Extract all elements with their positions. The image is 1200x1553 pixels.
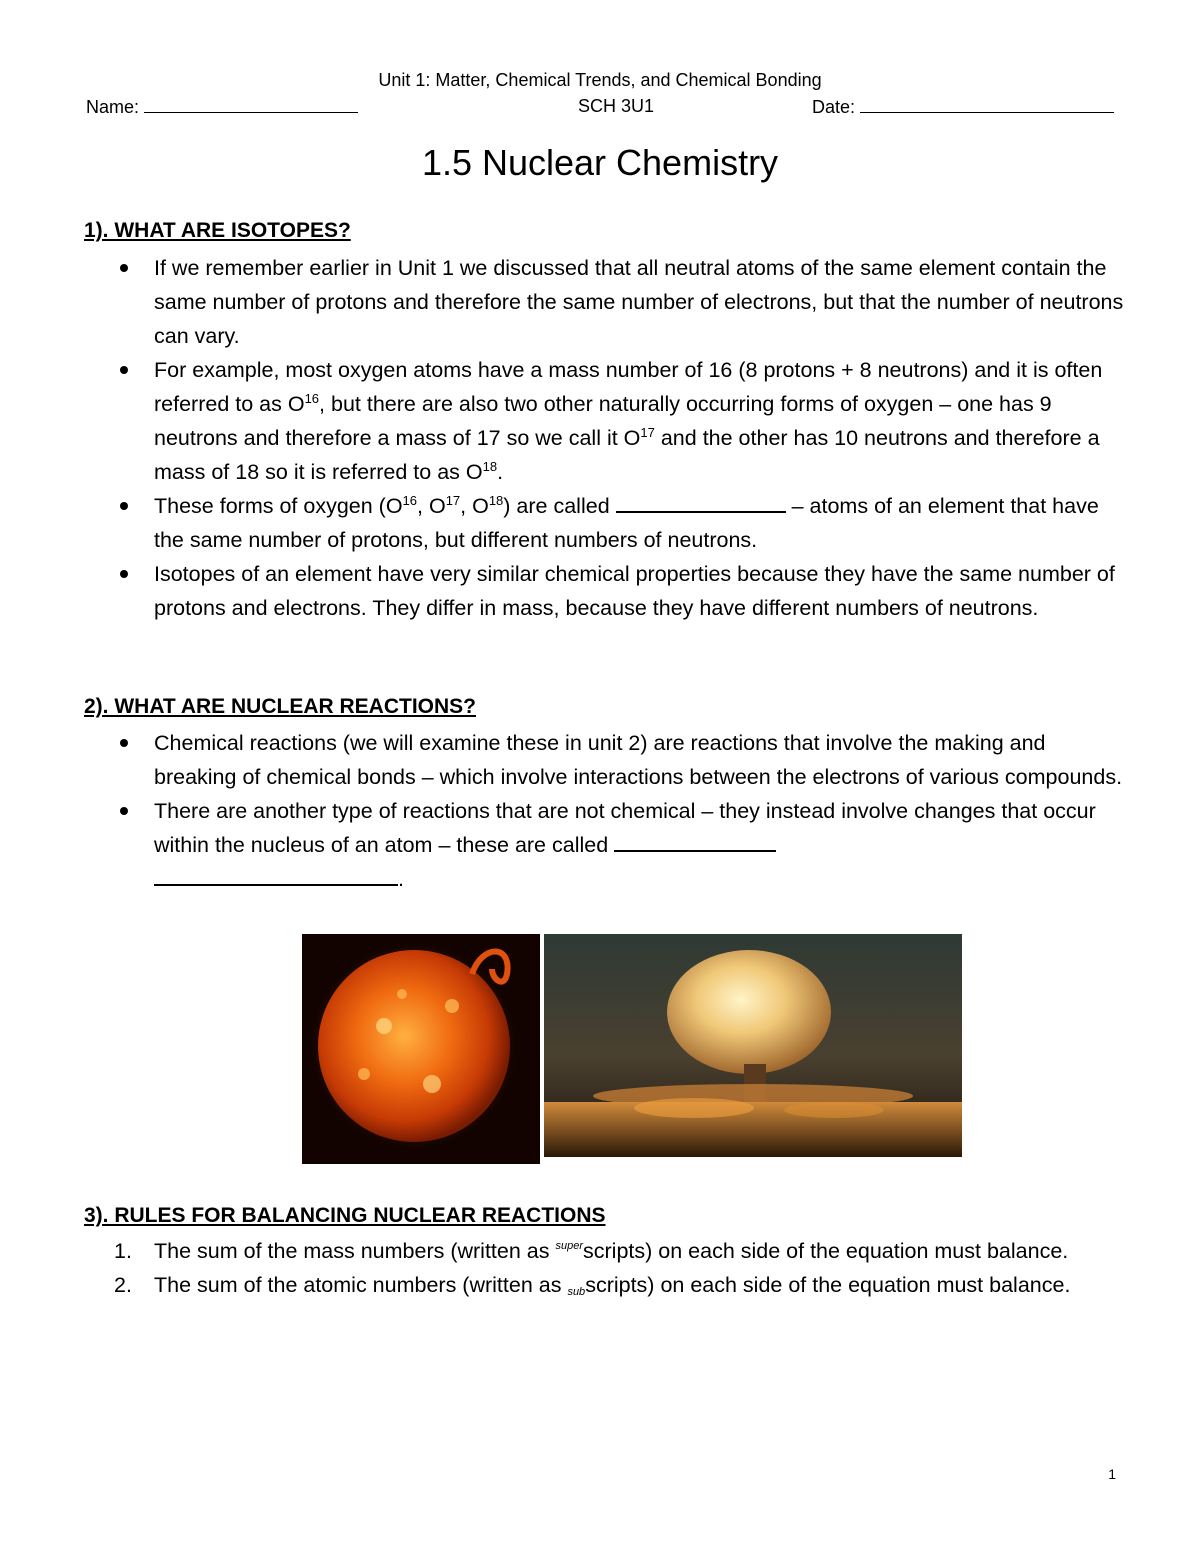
list-item: 2. The sum of the atomic numbers (written as subscripts) on each side of the equation must balance. [114, 1273, 1071, 1298]
page-title: 1.5 Nuclear Chemistry [421, 142, 779, 183]
list-item: If we remember earlier in Unit 1 we discussed that all neutral atoms of the same element contain the same number of protons and therefore the same number of electrons, but that the number of neutrons can vary. [154, 256, 1124, 348]
date-blank[interactable] [860, 96, 1114, 113]
nuclear-explosion-photo [544, 934, 962, 1157]
header-fields [86, 96, 1114, 122]
section-2-heading: 2). WHAT ARE NUCLEAR REACTIONS? [84, 695, 476, 718]
list-item: There are another type of reactions that are not chemical – they instead involve changes that occur within the nucleus of an atom – these are called . [154, 799, 1096, 891]
section-1-heading: 1). WHAT ARE ISOTOPES? [84, 219, 351, 242]
section-2-list [114, 726, 1124, 896]
name-blank[interactable] [144, 96, 358, 113]
list-item: Chemical reactions (we will examine these in unit 2) are reactions that involve the making and breaking of chemical bonds – which involve interactions between the electrons of various compounds. [154, 731, 1123, 789]
isotopes-answer-blank[interactable] [616, 489, 786, 513]
list-item: Isotopes of an element have very similar chemical properties because they have the same number of protons and electrons. They differ in mass, because they have different numbers of neutrons. [154, 562, 1115, 620]
sun-photo [302, 934, 540, 1164]
mushroom-cloud-image [544, 934, 962, 1157]
page-number: 1 [1108, 1466, 1116, 1482]
section-1-list [114, 251, 1124, 625]
list-item: These forms of oxygen ($O^{16}$, $O^{17}$, $O^{18}$) are called – atoms of an element that have the same number of protons, but different numbers of neutrons. [114, 489, 1124, 557]
date-label: Date: [811, 97, 855, 117]
section-3-list [114, 1234, 1124, 1302]
unit-header: Unit 1: Matter, Chemical Trends, and Chemical Bonding [378, 70, 822, 90]
nuclear-reactions-answer-blank-2[interactable] [154, 862, 398, 886]
nuclear-reactions-answer-blank-1[interactable] [614, 828, 776, 852]
sun-image [302, 934, 540, 1164]
name-field [86, 96, 358, 118]
course-code: SCH 3U1 [577, 96, 655, 116]
section-3-heading: 3). RULES FOR BALANCING NUCLEAR REACTIONS [84, 1204, 606, 1227]
list-item: 1. The sum of the mass numbers (written as $^{super}$scripts) on each side of the equation must balance. [114, 1239, 1069, 1263]
list-item: For example, most oxygen atoms have a mass number of 16 (8 protons + 8 neutrons) and it is often referred to as $O^{16}$, but there are also two other naturally occurring forms of oxygen – one has 9 neutrons and therefore a mass of 17 so we call it $O^{17}$ and the other has 10 neutrons and therefore a mass of 18 so it is referred to as $O^{18}$. [154, 358, 1103, 484]
date-field [812, 96, 1114, 118]
name-label: Name: [86, 97, 140, 117]
